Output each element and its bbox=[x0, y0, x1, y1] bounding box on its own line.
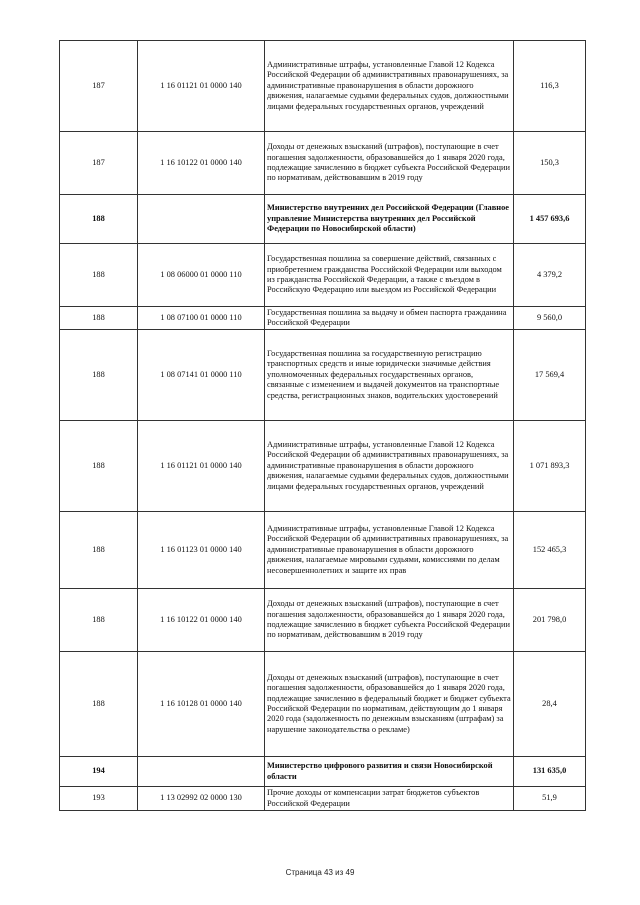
cell-sum: 201 798,0 bbox=[514, 589, 586, 652]
cell-code: 188 bbox=[60, 421, 138, 512]
cell-code: 188 bbox=[60, 652, 138, 757]
cell-name: Государственная пошлина за выдачу и обмен паспорта гражданина Российской Федерации bbox=[265, 307, 514, 330]
table-row bbox=[60, 195, 586, 244]
table-row bbox=[60, 307, 586, 330]
cell-code: 188 bbox=[60, 244, 138, 307]
table-row bbox=[60, 652, 586, 757]
cell-code: 187 bbox=[60, 41, 138, 132]
cell-kbk: 1 16 01123 01 0000 140 bbox=[138, 512, 265, 589]
cell-kbk: 1 08 07141 01 0000 110 bbox=[138, 330, 265, 421]
cell-kbk: 1 16 01121 01 0000 140 bbox=[138, 421, 265, 512]
cell-code: 188 bbox=[60, 330, 138, 421]
table-row bbox=[60, 41, 586, 132]
cell-sum: 17 569,4 bbox=[514, 330, 586, 421]
cell-name: Административные штрафы, установленные Главой 12 Кодекса Российской Федерации об административных правонарушениях, за административные правонарушения в области дорожного движения, налагаемые мировыми судьями, комиссиями по делам несовершеннолетних и защите их прав bbox=[265, 512, 514, 589]
cell-sum: 28,4 bbox=[514, 652, 586, 757]
cell-code: 188 bbox=[60, 307, 138, 330]
cell-code: 194 bbox=[60, 757, 138, 787]
cell-kbk bbox=[138, 195, 265, 244]
cell-code: 193 bbox=[60, 787, 138, 811]
cell-code: 188 bbox=[60, 589, 138, 652]
cell-kbk: 1 16 10128 01 0000 140 bbox=[138, 652, 265, 757]
cell-sum: 152 465,3 bbox=[514, 512, 586, 589]
cell-name: Прочие доходы от компенсации затрат бюджетов субъектов Российской Федерации bbox=[265, 787, 514, 811]
cell-kbk: 1 16 01121 01 0000 140 bbox=[138, 41, 265, 132]
cell-sum: 9 560,0 bbox=[514, 307, 586, 330]
table-row bbox=[60, 512, 586, 589]
cell-sum: 1 457 693,6 bbox=[514, 195, 586, 244]
cell-sum: 4 379,2 bbox=[514, 244, 586, 307]
cell-kbk: 1 08 07100 01 0000 110 bbox=[138, 307, 265, 330]
cell-kbk: 1 16 10122 01 0000 140 bbox=[138, 589, 265, 652]
cell-name: Министерство внутренних дел Российской Федерации (Главное управление Министерства внутренних дел Российской Федерации по Новосибирской области) bbox=[265, 195, 514, 244]
cell-kbk: 1 13 02992 02 0000 130 bbox=[138, 787, 265, 811]
cell-name: Доходы от денежных взысканий (штрафов), поступающие в счет погашения задолженности, образовавшейся до 1 января 2020 года, подлежащие зачислению в бюджет субъекта Российской Федерации по нормативам, действовавшим в 2019 году bbox=[265, 589, 514, 652]
cell-code: 187 bbox=[60, 132, 138, 195]
cell-name: Государственная пошлина за государственную регистрацию транспортных средств и иные юридически значимые действия уполномоченных федеральных государственных органов, связанные с изменением и выдачей документов на транспортные средства, регистрационных знаков, водительских удостоверений bbox=[265, 330, 514, 421]
table-row bbox=[60, 330, 586, 421]
cell-name: Доходы от денежных взысканий (штрафов), поступающие в счет погашения задолженности, образовавшейся до 1 января 2020 года, подлежащие зачислению в федеральный бюджет и бюджет субъекта Российской Федерации по нормативам, действующим до 1 января 2020 года (задолженность по денежным взысканиям (штрафам) за нарушение законодательства о рекламе) bbox=[265, 652, 514, 757]
table-row bbox=[60, 244, 586, 307]
cell-sum: 51,9 bbox=[514, 787, 586, 811]
table-body bbox=[60, 41, 586, 811]
cell-sum: 1 071 893,3 bbox=[514, 421, 586, 512]
cell-kbk: 1 16 10122 01 0000 140 bbox=[138, 132, 265, 195]
cell-kbk: 1 08 06000 01 0000 110 bbox=[138, 244, 265, 307]
cell-sum: 150,3 bbox=[514, 132, 586, 195]
cell-name: Доходы от денежных взысканий (штрафов), поступающие в счет погашения задолженности, образовавшейся до 1 января 2020 года, подлежащие зачислению в бюджет субъекта Российской Федерации по нормативам, действовавшим в 2019 году bbox=[265, 132, 514, 195]
table-row bbox=[60, 421, 586, 512]
cell-kbk bbox=[138, 757, 265, 787]
cell-name: Административные штрафы, установленные Главой 12 Кодекса Российской Федерации об административных правонарушениях, за административные правонарушения в области дорожного движения, налагаемые судьями федеральных судов, должностными лицами федеральных государственных органов, учреждений bbox=[265, 41, 514, 132]
cell-sum: 131 635,0 bbox=[514, 757, 586, 787]
cell-name: Административные штрафы, установленные Главой 12 Кодекса Российской Федерации об административных правонарушениях, за административные правонарушения в области дорожного движения, налагаемые судьями федеральных судов, должностными лицами федеральных государственных органов, учреждений bbox=[265, 421, 514, 512]
page-number: Страница 43 из 49 bbox=[285, 868, 355, 877]
cell-name: Государственная пошлина за совершение действий, связанных с приобретением гражданства Российской Федерации или выходом из гражданства Российской Федерации, а также с въездом в Российскую Федерацию или выездом из Российской Федерации bbox=[265, 244, 514, 307]
cell-name: Министерство цифрового развития и связи Новосибирской области bbox=[265, 757, 514, 787]
cell-sum: 116,3 bbox=[514, 41, 586, 132]
cell-code: 188 bbox=[60, 512, 138, 589]
table-row bbox=[60, 787, 586, 811]
table-row bbox=[60, 589, 586, 652]
revenue-table bbox=[59, 40, 586, 811]
table-row bbox=[60, 132, 586, 195]
table-row bbox=[60, 757, 586, 787]
cell-code: 188 bbox=[60, 195, 138, 244]
